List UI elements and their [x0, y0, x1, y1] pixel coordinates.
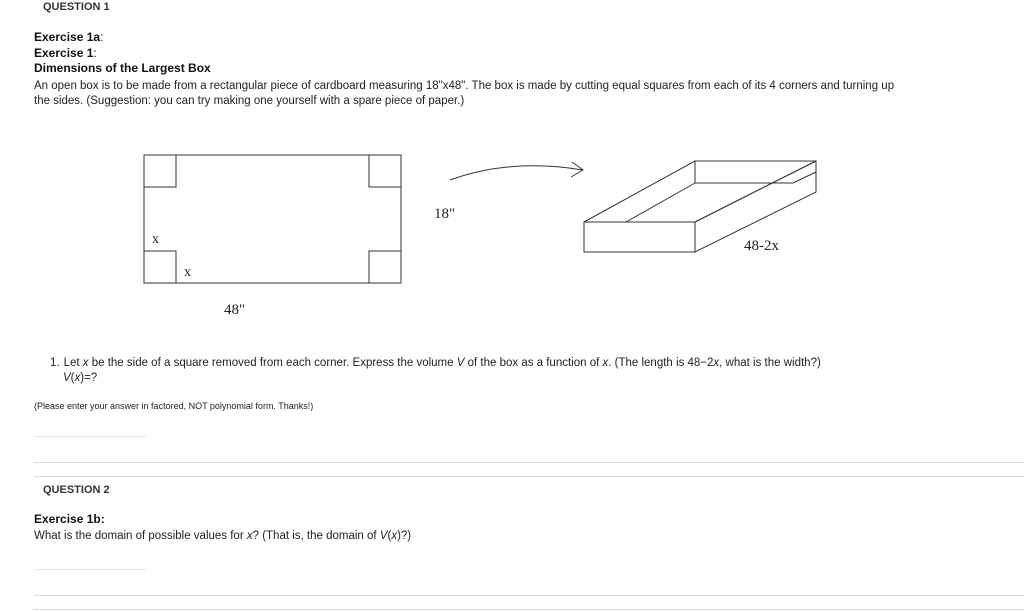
vx-label: V(x)=?: [63, 372, 98, 384]
corner-square-top-right: [369, 155, 401, 187]
question-2-header: QUESTION 2: [43, 484, 110, 496]
label-x-bottom: x: [184, 265, 191, 280]
box-top-opening: [584, 161, 816, 222]
cardboard-sheet: [144, 155, 401, 283]
exercise-sub-label: Exercise 1:: [34, 46, 97, 60]
corner-square-bottom-right: [369, 251, 401, 283]
exercise-label: Exercise 1a:: [34, 30, 104, 44]
answer-input-q1[interactable]: [34, 418, 146, 437]
corner-square-top-left: [144, 155, 176, 187]
label-box-length: 48-2x: [744, 238, 779, 254]
corner-square-bottom-left: [144, 251, 176, 283]
divider-bottom: [34, 476, 1024, 477]
question-1-header: QUESTION 1: [43, 1, 110, 13]
answer-note: (Please enter your answer in factored, NOT polynomial form. Thanks!): [34, 401, 314, 411]
divider-q2-top: [34, 595, 1024, 596]
problem-description: An open box is to be made from a rectangular piece of cardboard measuring 18"x48". The box is made by cutting equal squares from each of its 4 corners and turning up the sides. (Suggestion: you can try making one yourself with a spare piece of paper.): [34, 80, 895, 107]
section-title: Dimensions of the Largest Box: [34, 61, 211, 75]
divider-q2-bottom: [34, 609, 1024, 610]
box-front-face: [584, 222, 695, 252]
arrow-curve: [450, 166, 583, 180]
label-x-left: x: [152, 232, 159, 247]
label-width: 18": [434, 206, 456, 222]
label-length: 48": [224, 302, 246, 318]
question-prompt: 1. Let x be the side of a square removed from each corner. Express the volume V of the box as a function of x. (The length is 48−2x, what is the width?): [50, 357, 821, 369]
answer-input-q2[interactable]: [34, 551, 146, 570]
question-2-prompt: What is the domain of possible values for x? (That is, the domain of V(x)?): [34, 530, 412, 542]
exercise-1b-label: Exercise 1b:: [34, 512, 105, 526]
divider-top: [34, 462, 1024, 463]
